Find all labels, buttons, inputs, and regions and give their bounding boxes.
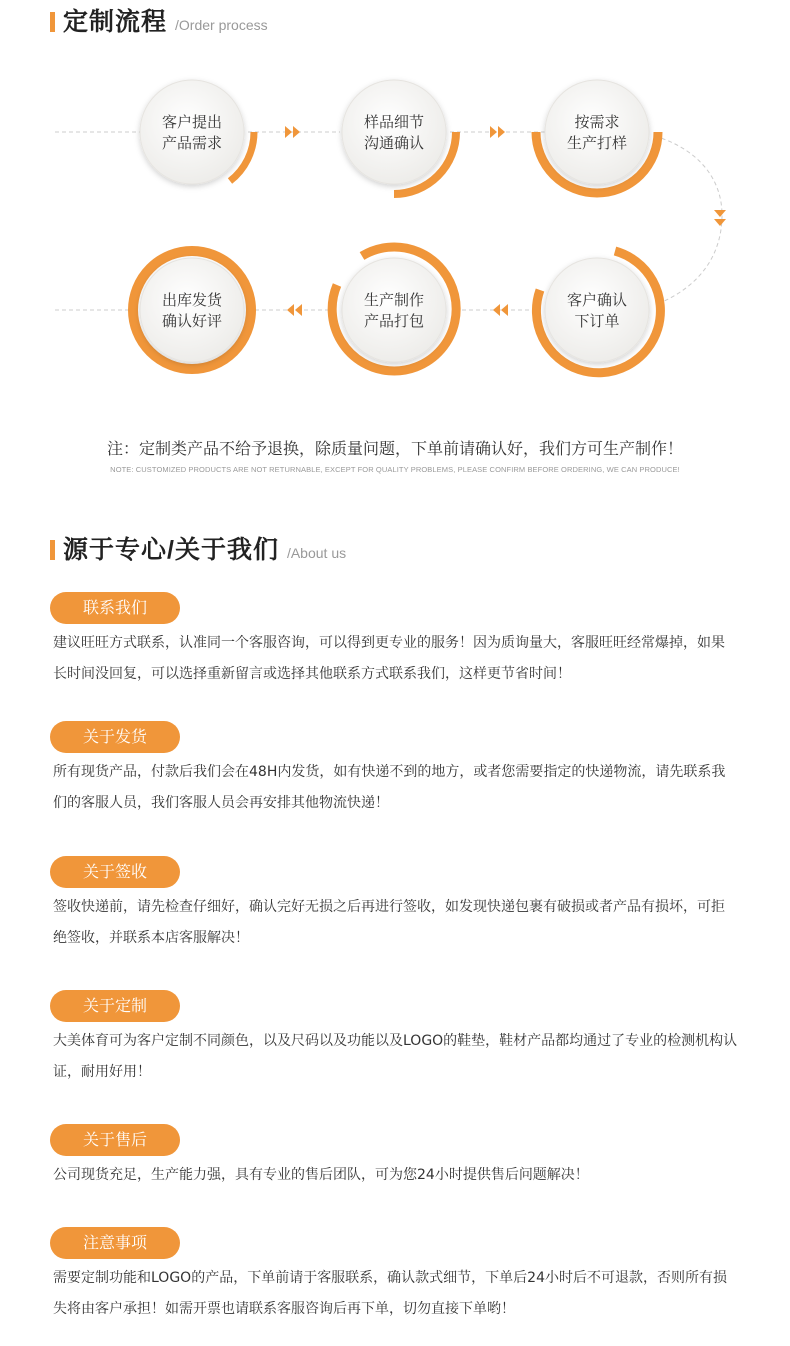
step-5-line2: 产品打包 bbox=[363, 312, 425, 330]
about-subtitle: /About us bbox=[286, 545, 347, 561]
step-1-line1: 客户提出 bbox=[161, 113, 223, 131]
section-text: 公司现货充足，生产能力强，具有专业的售后团队，可为您24小时提供售后问题解决！ bbox=[53, 1167, 589, 1183]
note-english: NOTE: CUSTOMIZED PRODUCTS ARE NOT RETURNABLE, EXCEPT FOR QUALITY PROBLEMS, PLEASE CONFIRM BEFORE ORDERING, WE CAN PRODUCE! bbox=[110, 465, 680, 474]
section-badge: 注意事项 bbox=[50, 1227, 180, 1259]
section-badge: 联系我们 bbox=[50, 592, 180, 624]
about-section-notice bbox=[50, 1227, 740, 1325]
heading-accent-bar bbox=[50, 540, 55, 560]
process-step-3 bbox=[536, 80, 658, 193]
step-1-line2: 产品需求 bbox=[161, 134, 223, 152]
about-section-shipping bbox=[50, 721, 740, 819]
process-heading bbox=[50, 2, 268, 38]
about-section-contact bbox=[50, 592, 740, 690]
section-badge: 关于签收 bbox=[50, 856, 180, 888]
about-section-customization bbox=[50, 990, 740, 1088]
section-text: 大美体育可为客户定制不同颜色，以及尺码以及功能以及LOGO的鞋垫，鞋材产品都均通过了专业的检测机构认证，耐用好用！ bbox=[53, 1033, 738, 1080]
process-step-5 bbox=[332, 247, 456, 371]
note-chinese: 注：定制类产品不给予退换，除质量问题，下单前请确认好，我们方可生产制作！ bbox=[106, 439, 683, 458]
arrow-icon bbox=[287, 304, 302, 316]
about-title: 源于专心/关于我们 bbox=[63, 536, 279, 564]
step-2-line2: 沟通确认 bbox=[363, 134, 425, 152]
section-badge: 关于发货 bbox=[50, 721, 180, 753]
arrow-icon bbox=[714, 210, 726, 226]
step-3-line2: 生产打样 bbox=[566, 134, 628, 152]
process-step-1 bbox=[140, 80, 254, 184]
arrow-icon bbox=[490, 126, 505, 138]
section-text: 所有现货产品，付款后我们会在48H内发货，如有快递不到的地方，或者您需要指定的快递物流，请先联系我们的客服人员，我们客服人员会再安排其他物流快递！ bbox=[53, 764, 726, 811]
section-text: 签收快递前，请先检查仔细好，确认完好无损之后再进行签收，如发现快递包裹有破损或者产品有损坏，可拒绝签收，并联系本店客服解决！ bbox=[53, 899, 725, 946]
heading-accent-bar bbox=[50, 12, 55, 32]
step-4-line2: 下订单 bbox=[574, 312, 620, 330]
about-heading bbox=[50, 530, 346, 566]
step-2-line1: 样品细节 bbox=[363, 113, 425, 131]
order-process-diagram bbox=[0, 40, 790, 400]
process-step-4 bbox=[536, 251, 660, 373]
step-6-line1: 出库发货 bbox=[161, 291, 223, 309]
about-section-receipt bbox=[50, 856, 740, 954]
step-3-line1: 按需求 bbox=[574, 113, 620, 131]
step-4-line1: 客户确认 bbox=[566, 291, 628, 309]
section-text: 建议旺旺方式联系，认准同一个客服咨询，可以得到更专业的服务！因为质询量大，客服旺旺经常爆掉，如果长时间没回复，可以选择重新留言或选择其他联系方式联系我们，这样更节省时间！ bbox=[53, 635, 725, 682]
section-text: 需要定制功能和LOGO的产品，下单前请于客服联系，确认款式细节，下单后24小时后不可退款，否则所有损失将由客户承担！如需开票也请联系客服咨询后再下单，切勿直接下单哟！ bbox=[53, 1270, 728, 1317]
process-title: 定制流程 bbox=[63, 8, 168, 36]
step-5-line1: 生产制作 bbox=[363, 291, 425, 309]
section-badge: 关于售后 bbox=[50, 1124, 180, 1156]
about-section-after-sales bbox=[50, 1124, 740, 1191]
step-6-line2: 确认好评 bbox=[161, 312, 223, 330]
process-step-2 bbox=[342, 80, 456, 194]
section-badge: 关于定制 bbox=[50, 990, 180, 1022]
process-step-6 bbox=[133, 251, 251, 369]
process-subtitle: /Order process bbox=[175, 17, 268, 33]
